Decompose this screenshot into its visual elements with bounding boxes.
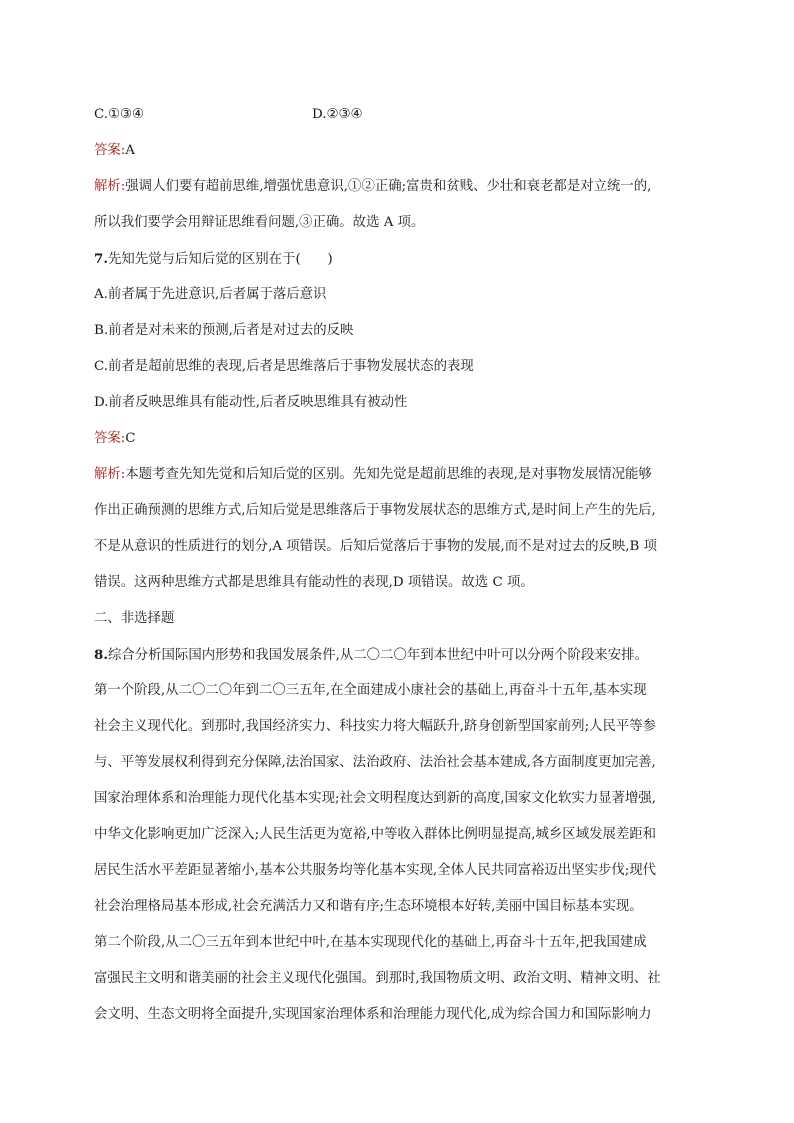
q7-analysis-line-3: 不是从意识的性质进行的划分,A 项错误。后知后觉落后于事物的发展,而不是对过去的反映,B 项 <box>94 539 658 554</box>
q8-p2-line-3: 会文明、生态文明将全面提升,实现国家治理体系和治理能力现代化,成为综合国力和国际影响力 <box>94 1007 652 1022</box>
q7-option-d: D.前者反映思维具有能动性,后者反映思维具有被动性 <box>94 395 408 410</box>
question-number: 7. <box>94 251 108 267</box>
question-stem: 先知先觉与后知后觉的区别在于( ) <box>107 252 333 267</box>
q7-option-b: B.前者是对未来的预测,后者是对过去的反映 <box>94 323 354 338</box>
q7-option-a: A.前者属于先进意识,后者属于落后意识 <box>94 287 327 302</box>
q7-analysis-line-1 <box>94 465 706 485</box>
q8-intro <box>94 645 706 666</box>
q6-analysis-line-1 <box>94 177 706 197</box>
q8-p2-line-2: 富强民主文明和谐美丽的社会主义现代化强国。到那时,我国物质文明、政治文明、精神文明、社 <box>94 971 661 986</box>
answer-label: 答案: <box>94 431 126 446</box>
q6-option-c: C.①③④ <box>94 107 145 122</box>
analysis-label: 解析: <box>94 467 126 482</box>
q8-p1-line-3: 与、平等发展权利得到充分保障,法治国家、法治政府、法治社会基本建成,各方面制度更加完善, <box>94 755 656 770</box>
q7-analysis-line-4: 错误。这两种思维方式都是思维具有能动性的表现,D 项错误。故选 C 项。 <box>94 575 534 590</box>
question-intro: 综合分析国际国内形势和我国发展条件,从二〇二〇年到本世纪中叶可以分两个阶段来安排。 <box>107 648 648 663</box>
q8-p1-line-6: 居民生活水平差距显著缩小,基本公共服务均等化基本实现,全体人民共同富裕迈出坚实步伐;现代 <box>94 863 657 878</box>
q8-p2-line-1: 第二个阶段,从二〇三五年到本世纪中叶,在基本实现现代化的基础上,再奋斗十五年,把我国建成 <box>94 935 647 950</box>
q8-p1-line-1: 第一个阶段,从二〇二〇年到二〇三五年,在全面建成小康社会的基础上,再奋斗十五年,基本实现 <box>94 683 647 698</box>
q6-options-row <box>94 105 706 125</box>
q7-analysis-line-2: 作出正确预测的思维方式,后知后觉是思维落后于事物发展状态的思维方式,是时间上产生的先后, <box>94 503 656 518</box>
answer-value: A <box>125 143 135 158</box>
analysis-text: 强调人们要有超前思维,增强忧患意识,①②正确;富贵和贫贱、少壮和衰老都是对立统一的, <box>125 179 652 194</box>
q8-p1-line-4: 国家治理体系和治理能力现代化基本实现;社会文明程度达到新的高度,国家文化软实力显著增强, <box>94 791 657 806</box>
q7-option-c: C.前者是超前思维的表现,后者是思维落后于事物发展状态的表现 <box>94 359 474 374</box>
q6-analysis-line-2: 所以我们要学会用辩证思维看问题,③正确。故选 A 项。 <box>94 215 425 230</box>
q8-p1-line-5: 中华文化影响更加广泛深入;人民生活更为宽裕,中等收入群体比例明显提高,城乡区域发展差距和 <box>94 827 657 842</box>
answer-label: 答案: <box>94 143 126 158</box>
q8-p1-line-7: 社会治理格局基本形成,社会充满活力又和谐有序;生态环境根本好转,美丽中国目标基本实现。 <box>94 899 643 914</box>
analysis-text: 本题考查先知先觉和后知后觉的区别。先知先觉是超前思维的表现,是对事物发展情况能够 <box>125 467 652 482</box>
question-number: 8. <box>94 647 108 663</box>
q7-stem <box>94 249 706 270</box>
q6-option-d: D.②③④ <box>312 107 363 122</box>
section-heading: 二、非选择题 <box>94 611 175 626</box>
q6-answer <box>94 141 706 161</box>
q7-answer <box>94 429 706 449</box>
q8-p1-line-2: 社会主义现代化。到那时,我国经济实力、科技实力将大幅跃升,跻身创新型国家前列;人民平等参 <box>94 719 657 734</box>
analysis-label: 解析: <box>94 179 126 194</box>
answer-value: C <box>125 431 136 446</box>
